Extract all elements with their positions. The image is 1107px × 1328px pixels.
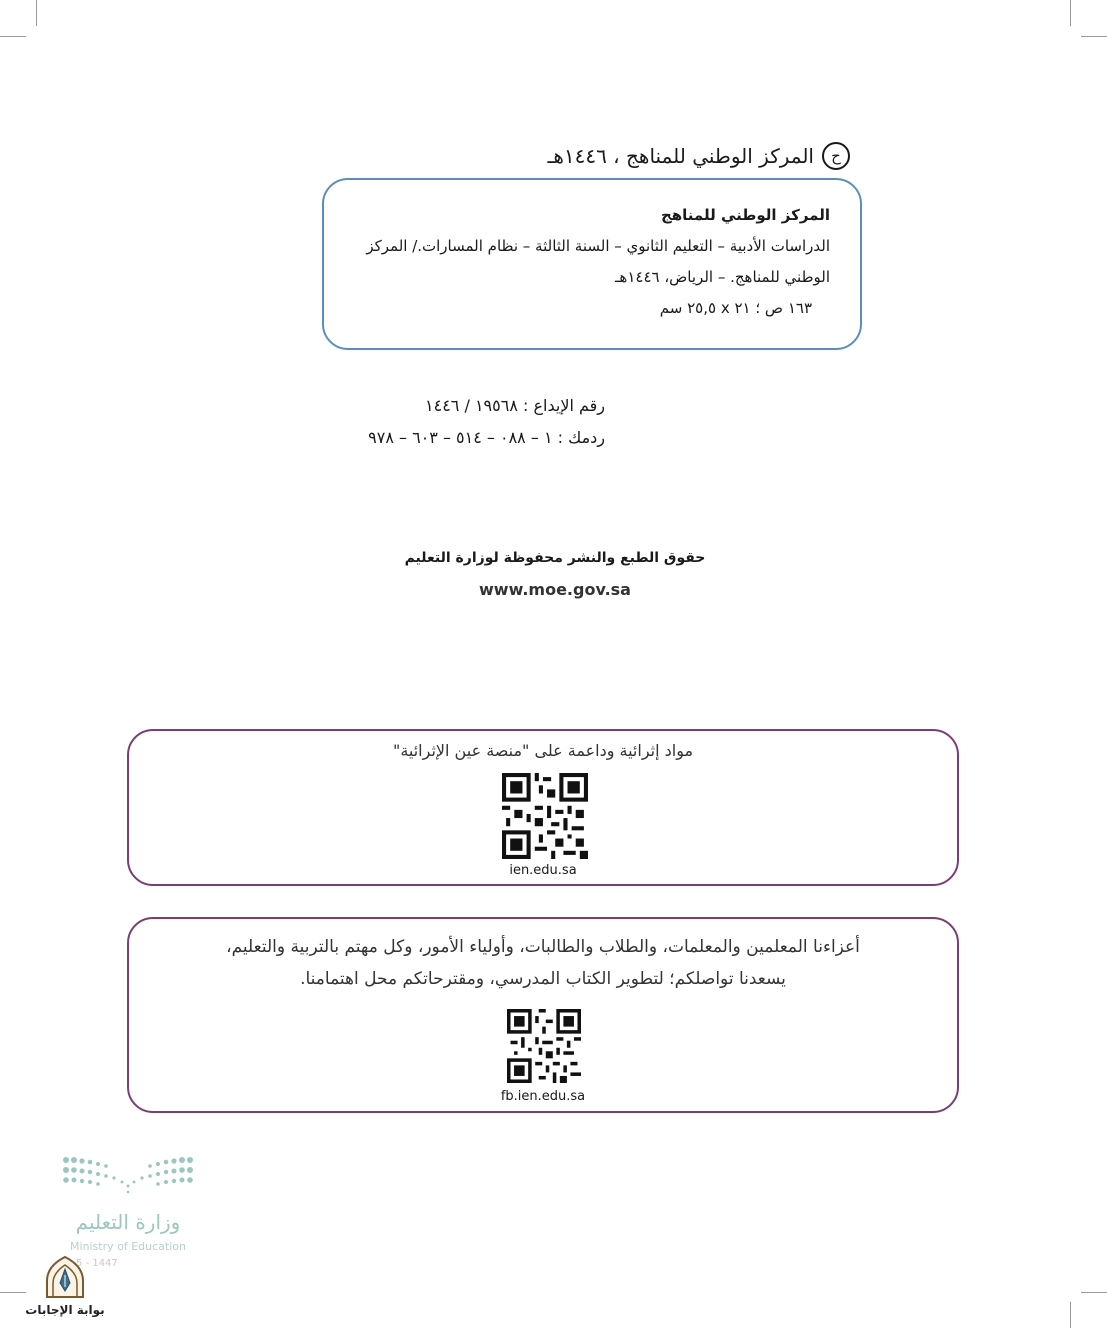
crop-mark (1070, 1302, 1071, 1328)
qr-code-icon[interactable] (502, 773, 588, 859)
feedback-url[interactable]: fb.ien.edu.sa (500, 1089, 586, 1104)
feedback-line: يسعدنا تواصلكم؛ لتطوير الكتاب المدرسي، ومقترحاتكم محل اهتمامنا. (300, 969, 786, 989)
copyright-line (540, 138, 850, 174)
catalog-line: الدراسات الأدبية – التعليم الثانوي – السنة الثالثة – نظام المسارات./ المركز (366, 237, 830, 255)
deposit-block (340, 390, 605, 454)
crop-mark (1081, 1292, 1107, 1293)
copyright-text: المركز الوطني للمناهج ، ١٤٤٦هـ (547, 144, 814, 168)
watermark (20, 1255, 110, 1325)
qr-code-graphic (502, 773, 588, 859)
watermark-text: بوابة الإجابات (25, 1303, 105, 1317)
isbn-number: ردمك : ١ – ٠٨٨ – ٥١٤ – ٦٠٣ – ٩٧٨ (368, 428, 605, 447)
catalog-pages: ١٦٣ ص ؛ ٢١ x ٢٥,٥ سم (659, 299, 812, 317)
crop-mark (0, 36, 26, 37)
ministry-name-english: Ministry of Education (69, 1240, 186, 1253)
enrichment-url[interactable]: ien.edu.sa (509, 863, 577, 878)
crop-mark (1070, 0, 1071, 26)
feedback-box (127, 917, 959, 1113)
ministry-website-link[interactable]: www.moe.gov.sa (479, 580, 631, 599)
ministry-name-arabic: وزارة التعليم (75, 1210, 181, 1234)
crop-mark (1081, 36, 1107, 37)
catalog-line: الوطني للمناهج. – الرياض، ١٤٤٦هـ (615, 268, 830, 286)
ministry-logo-dots-icon (58, 1150, 198, 1200)
pen-nib-icon (43, 1255, 87, 1299)
enrichment-box (127, 729, 959, 886)
edition-year: 5 - 1447 (76, 1258, 118, 1269)
qr-code-icon[interactable] (507, 1009, 581, 1083)
crop-mark (36, 0, 37, 26)
rights-notice: حقوق الطبع والنشر محفوظة لوزارة التعليم (404, 550, 706, 566)
cataloging-box (322, 178, 862, 350)
catalog-author: المركز الوطني للمناهج (660, 206, 830, 224)
qr-code-graphic (507, 1009, 581, 1083)
feedback-line: أعزاءنا المعلمين والمعلمات، والطلاب والطالبات، وأولياء الأمور، وكل مهتم بالتربية والتعليم، (226, 937, 860, 957)
copyright-symbol: ح (822, 142, 850, 170)
enrichment-title: مواد إثرائية وداعمة على "منصة عين الإثرائية" (392, 741, 694, 760)
deposit-number: رقم الإيداع : ١٩٥٦٨ / ١٤٤٦ (425, 396, 605, 415)
